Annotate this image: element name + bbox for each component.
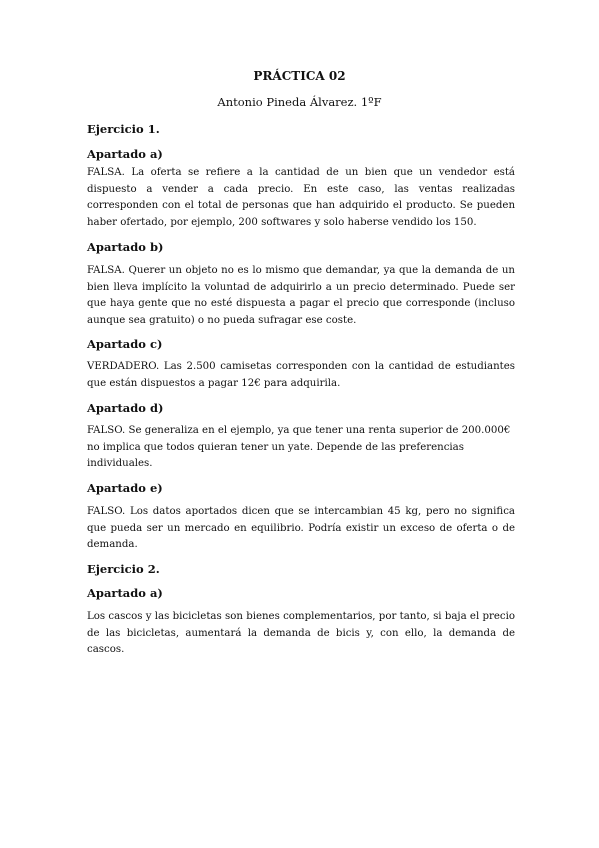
exercise-1-part-b-heading: Apartado b) <box>87 240 164 254</box>
exercise-1-part-d-text: FALSO. Se generaliza en el ejemplo, ya que tener una renta superior de 200.000€ no implica que todos quieran tener un yate. Depende de las preferencias individuales. <box>87 425 511 469</box>
exercise-2-part-a-heading: Apartado a) <box>87 586 163 600</box>
exercise-1-heading: Ejercicio 1. <box>87 122 160 136</box>
exercise-1-part-d-heading: Apartado d) <box>87 401 164 415</box>
document-author: Antonio Pineda Álvarez. 1ºF <box>217 95 382 109</box>
document-title: PRÁCTICA 02 <box>253 69 346 83</box>
exercise-1-part-a-text: FALSA. La oferta se refiere a la cantidad de un bien que un vendedor está dispuesto a vender a cada precio. En este caso, las ventas realizadas corresponden con el total de personas que han adquirido el producto. Se pueden haber ofertado, por ejemplo, 200 softwares y solo haberse vendido los 150. <box>87 167 515 228</box>
exercise-1-part-b-text: FALSA. Querer un objeto no es lo mismo que demandar, ya que la demanda de un bien lleva implícito la voluntad de adquirirlo a un precio determinado. Puede ser que haya gente que no esté dispuesta a pagar el precio que corresponde (incluso aunque sea gratuito) o no pueda sufragar ese coste. <box>87 265 515 326</box>
exercise-1-part-a-heading: Apartado a) <box>87 147 163 161</box>
exercise-2-heading: Ejercicio 2. <box>87 562 160 576</box>
exercise-1-part-e-heading: Apartado e) <box>87 481 163 495</box>
exercise-1-part-c-heading: Apartado c) <box>87 337 163 351</box>
exercise-1-part-c-text: VERDADERO. Las 2.500 camisetas corresponden con la cantidad de estudiantes que están dispuestos a pagar 12€ para adquirila. <box>87 361 515 389</box>
exercise-2-part-a-text: Los cascos y las bicicletas son bienes complementarios, por tanto, si baja el precio de las bicicletas, aumentará la demanda de bicis y, con ello, la demanda de cascos. <box>87 611 515 655</box>
exercise-1-part-e-text: FALSO. Los datos aportados dicen que se intercambian 45 kg, pero no significa que pueda ser un mercado en equilibrio. Podría existir un exceso de oferta o de demanda. <box>87 506 515 550</box>
